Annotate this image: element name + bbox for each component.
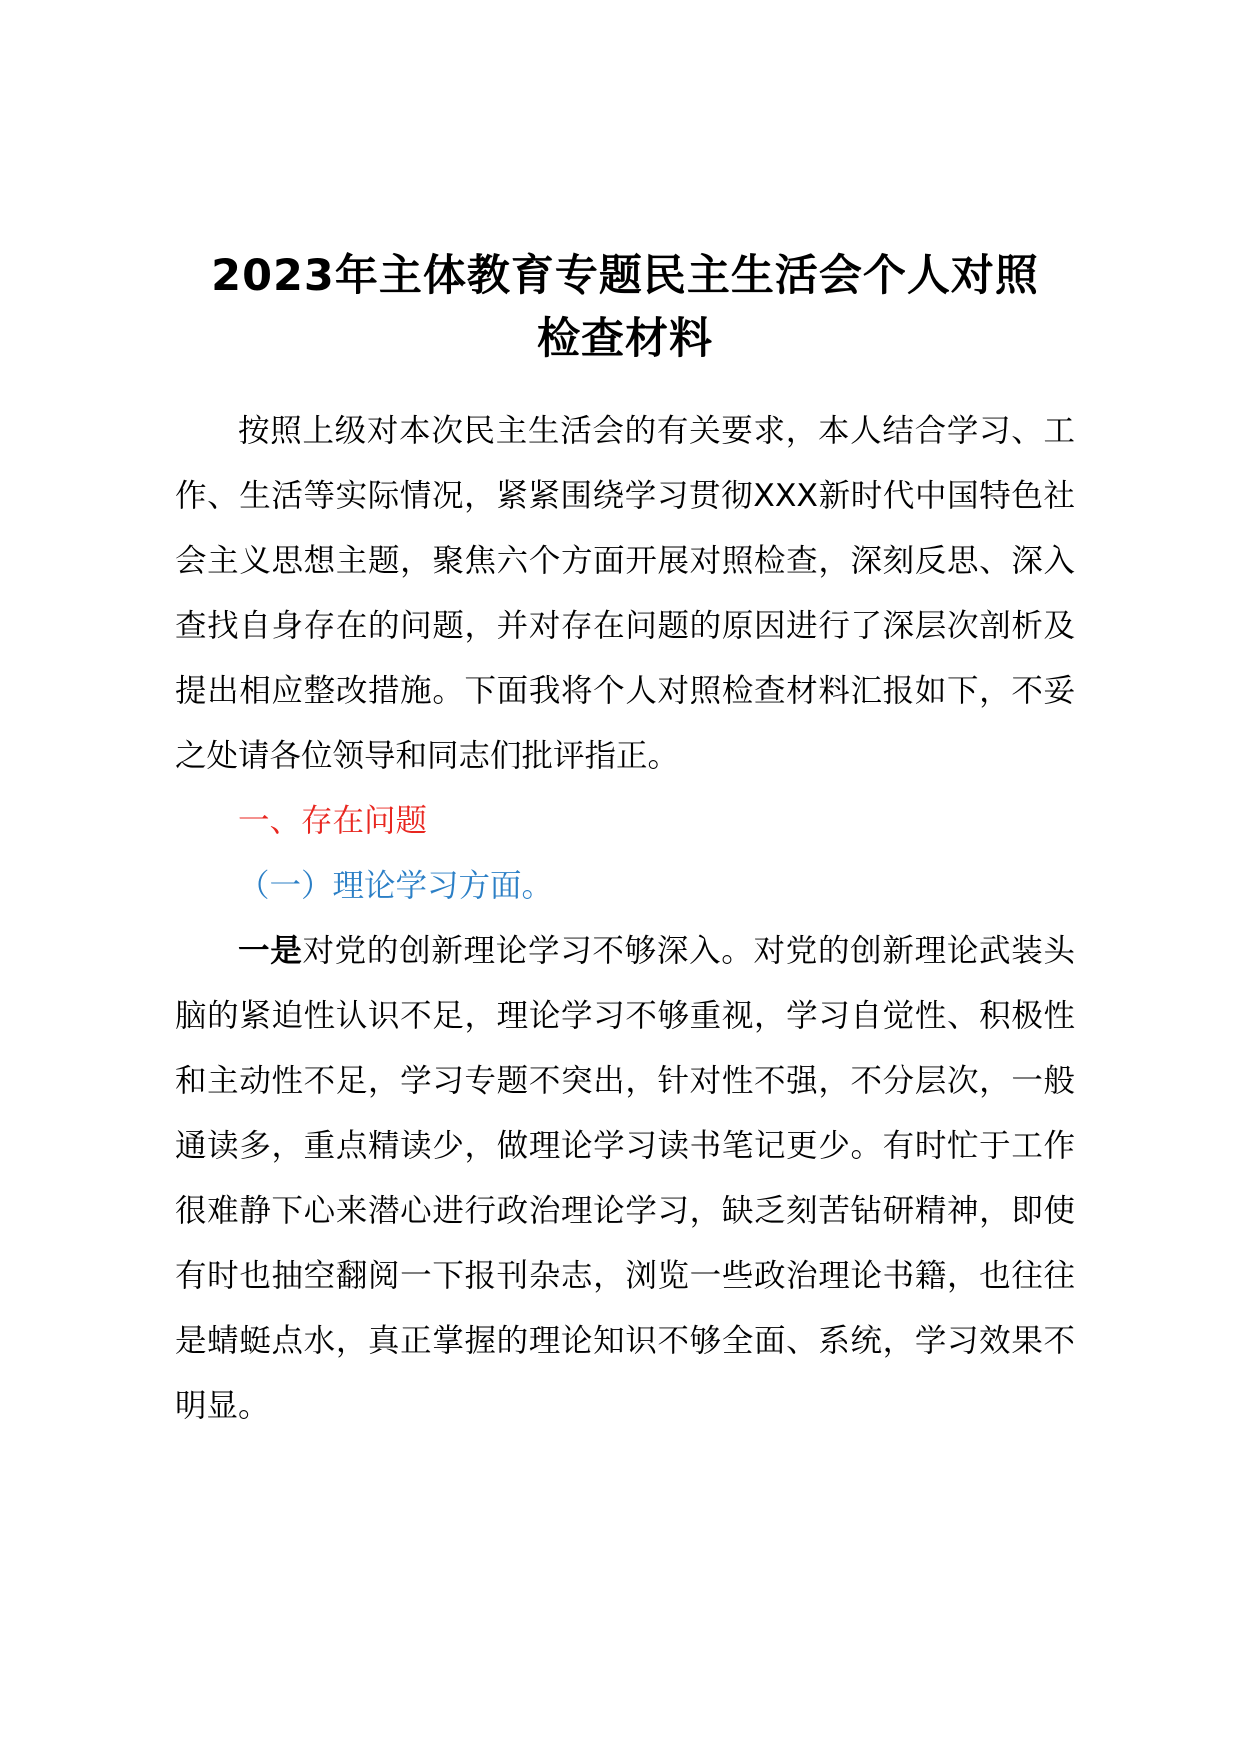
document-page: [175, 245, 1075, 1439]
document-title: [175, 245, 1075, 371]
title-line-1: 2023年主体教育专题民主生活会个人对照: [211, 251, 1039, 301]
title-line-2: 检查材料: [537, 314, 713, 364]
subsection-heading-theory-study: （一）理论学习方面。: [238, 868, 554, 904]
point-text: 对党的创新理论学习不够深入。对党的创新理论武装头脑的紧迫性认识不足，理论学习不够重视，学习自觉性、积极性和主动性不足，学习专题不突出，针对性不强，不分层次，一般通读多，重点精读少，做理论学习读书笔记更少。有时忙于工作很难静下心来潜心进行政治理论学习，缺乏刻苦钻研精神，即使有时也抽空翻阅一下报刊杂志，浏览一些政治理论书籍，也往往是蜻蜓点水，真正掌握的理论知识不够全面、系统，学习效果不明显。: [175, 933, 1075, 1424]
intro-paragraph: 按照上级对本次民主生活会的有关要求，本人结合学习、工作、生活等实际情况，紧紧围绕学习贯彻XXX新时代中国特色社会主义思想主题，聚焦六个方面开展对照检查，深刻反思、深入查找自身存在的问题，并对存在问题的原因进行了深层次剖析及提出相应整改措施。下面我将个人对照检查材料汇报如下，不妥之处请各位领导和同志们批评指正。: [175, 413, 1075, 774]
point-lead: 一是: [238, 933, 303, 969]
section-heading-problems: 一、存在问题: [238, 803, 428, 839]
point-paragraph-1: [175, 919, 1075, 1439]
